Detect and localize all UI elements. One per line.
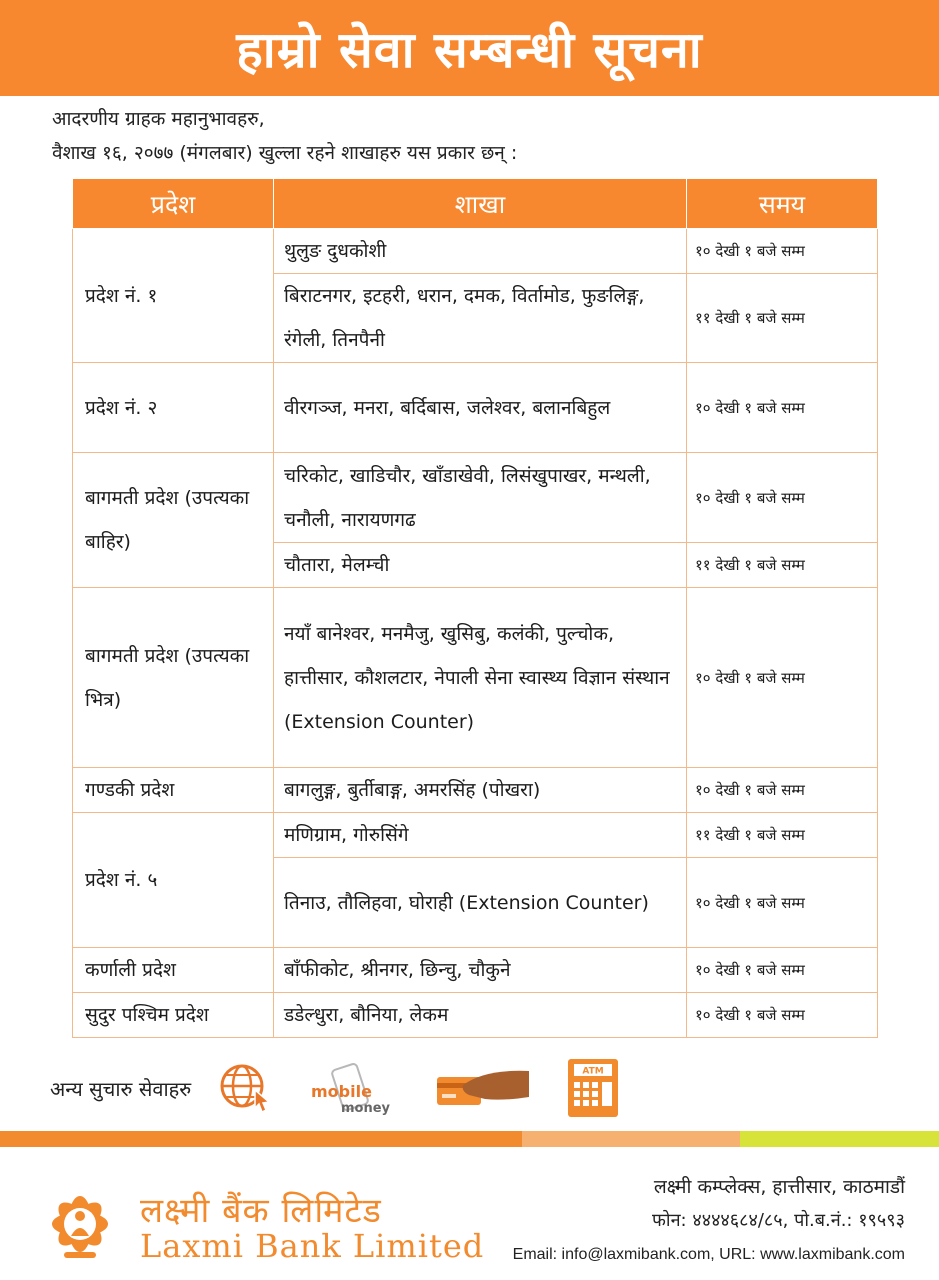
contact-info [513, 1170, 905, 1272]
time-cell: १० देखी १ बजे सम्म [687, 453, 878, 543]
branch-cell: थुलुङ दुधकोशी [274, 229, 687, 274]
branch-cell: नयाँ बानेश्वर, मनमैजु, खुसिबु, कलंकी, पुल्चोक, हात्तीसार, कौशलटार, नेपाली सेना स्वास्थ्य विज्ञान संस्थान (Extension Counter) [274, 588, 687, 768]
branch-cell: तिनाउ, तौलिहवा, घोराही (Extension Counter) [274, 858, 687, 948]
atm-label: ATM [582, 1066, 604, 1077]
time-cell: ११ देखी १ बजे सम्म [687, 543, 878, 588]
time-cell: १० देखी १ बजे सम्म [687, 229, 878, 274]
time-cell: १० देखी १ बजे सम्म [687, 993, 878, 1038]
greeting-intro: वैशाख १६, २०७७ (मंगलबार) खुल्ला रहने शाखाहरु यस प्रकार छन् : [52, 142, 518, 164]
mobile-money-logo [307, 1060, 399, 1116]
header-time: समय [687, 179, 878, 229]
branch-cell: बागलुङ्ग, बुर्तीबाङ्ग, अमरसिंह (पोखरा) [274, 768, 687, 813]
branch-cell: बाँफीकोट, श्रीनगर, छिन्चु, चौकुने [274, 948, 687, 993]
province-cell: प्रदेश नं. १ [73, 229, 274, 363]
time-cell: १० देखी १ बजे सम्म [687, 768, 878, 813]
province-cell: सुदुर पश्चिम प्रदेश [73, 993, 274, 1038]
greeting-salutation: आदरणीय ग्राहक महानुभावहरु, [52, 108, 265, 130]
table-header-row [73, 179, 878, 229]
time-cell: १० देखी १ बजे सम्म [687, 948, 878, 993]
table-row [73, 768, 878, 813]
time-cell: १० देखी १ बजे सम्म [687, 858, 878, 948]
footer-stripe-light-orange [522, 1131, 740, 1147]
internet-banking-icon [217, 1060, 273, 1116]
other-services [50, 1058, 653, 1118]
table-row [73, 993, 878, 1038]
province-cell: प्रदेश नं. ५ [73, 813, 274, 948]
province-cell: बागमती प्रदेश (उपत्यका बाहिर) [73, 453, 274, 588]
laxmi-lotus-logo [34, 1186, 126, 1272]
services-label: अन्य सुचारु सेवाहरु [50, 1076, 192, 1101]
brand-name-english: Laxmi Bank Limited [140, 1227, 485, 1265]
branch-cell: वीरगञ्ज, मनरा, बर्दिबास, जलेश्वर, बलानबिहुल [274, 363, 687, 453]
table-row [73, 813, 878, 858]
address: लक्ष्मी कम्प्लेक्स, हात्तीसार, काठमाडौं [653, 1176, 905, 1198]
province-cell: कर्णाली प्रदेश [73, 948, 274, 993]
branch-cell: चौतारा, मेलम्ची [274, 543, 687, 588]
province-cell: प्रदेश नं. २ [73, 363, 274, 453]
branch-cell: डडेल्धुरा, बौनिया, लेकम [274, 993, 687, 1038]
header-banner [0, 0, 939, 96]
page-title: हाम्रो सेवा सम्बन्धी सूचना [236, 21, 703, 79]
table-row [73, 453, 878, 543]
time-cell: १० देखी १ बजे सम्म [687, 588, 878, 768]
province-cell: गण्डकी प्रदेश [73, 768, 274, 813]
atm-icon [567, 1058, 619, 1118]
branch-schedule-table [72, 178, 878, 1038]
branch-cell: मणिग्राम, गोरुसिंगे [274, 813, 687, 858]
card-payment-icon [433, 1063, 533, 1113]
table-row [73, 229, 878, 274]
header-branch: शाखा [274, 179, 687, 229]
province-cell: बागमती प्रदेश (उपत्यका भित्र) [73, 588, 274, 768]
time-cell: ११ देखी १ बजे सम्म [687, 813, 878, 858]
branch-cell: चरिकोट, खाडिचौर, खाँडाखेवी, लिसंखुपाखर, मन्थली, चनौली, नारायणगढ [274, 453, 687, 543]
branch-cell: बिराटनगर, इटहरी, धरान, दमक, विर्तामोड, फुङलिङ्ग, रंगेली, तिनपैनी [274, 274, 687, 363]
table-row [73, 948, 878, 993]
mobile-money-bottom: money [341, 1101, 391, 1116]
table-row [73, 363, 878, 453]
mobile-money-top: mobile [311, 1082, 373, 1101]
greeting [52, 102, 517, 170]
table-row [73, 588, 878, 768]
brand-name-nepali: लक्ष्मी बैंक लिमिटेड [140, 1191, 382, 1231]
time-cell: ११ देखी १ बजे सम्म [687, 274, 878, 363]
footer-stripe-orange [0, 1131, 522, 1147]
time-cell: १० देखी १ बजे सम्म [687, 363, 878, 453]
phone-po-box: फोन: ४४४४६८४/८५, पो.ब.नं.: १९५९३ [652, 1210, 905, 1231]
footer-stripe-lime [740, 1131, 939, 1147]
header-province: प्रदेश [73, 179, 274, 229]
email-url: Email: info@laxmibank.com, URL: www.laxmibank.com [512, 1246, 905, 1263]
